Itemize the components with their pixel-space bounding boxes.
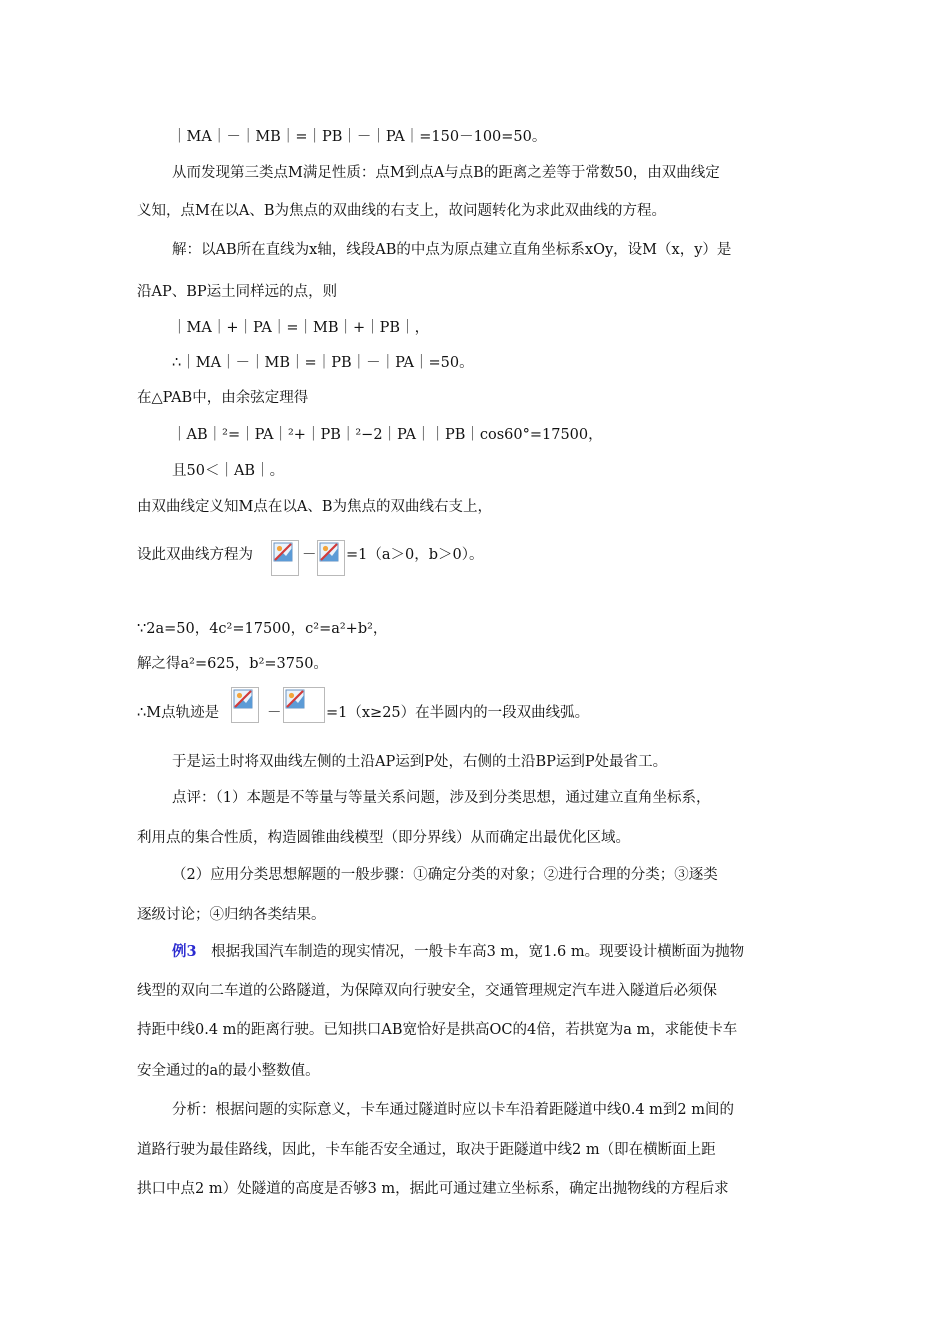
text-line: ｜MA｜+｜PA｜=｜MB｜+｜PB｜， <box>172 320 430 336</box>
text-line: 利用点的集合性质，构造圆锥曲线模型（即分界线）从而确定出最优化区域。 <box>137 830 630 846</box>
text-line: =1（a＞0，b＞0）。 <box>346 547 484 563</box>
text-line: 沿AP、BP运土同样远的点，则 <box>137 284 338 300</box>
text-line: 解之得a²=625，b²=3750。 <box>137 656 328 672</box>
text-line: 持距中线0.4 m的距离行驶。已知拱口AB宽恰好是拱高OC的4倍，若拱宽为a m，求能使卡车 <box>137 1022 738 1038</box>
text-line: 义知，点M在以A、B为焦点的双曲线的右支上，故问题转化为求此双曲线的方程。 <box>137 203 666 219</box>
example-label: 例3 <box>172 943 197 960</box>
text-line: 从而发现第三类点M满足性质：点M到点A与点B的距离之差等于常数50，由双曲线定 <box>172 165 720 181</box>
text-line: =1（x≥25）在半圆内的一段双曲线弧。 <box>326 705 590 721</box>
text-line: ∴｜MA｜－｜MB｜=｜PB｜－｜PA｜=50。 <box>172 355 474 371</box>
text-line: 设此双曲线方程为 <box>137 547 253 563</box>
text-line: ∵2a=50，4c²=17500，c²=a²+b²， <box>137 621 388 637</box>
text-line: 解：以AB所在直线为x轴，线段AB的中点为原点建立直角坐标系xOy，设M（x，y）是 <box>172 242 732 258</box>
text-line: 分析：根据问题的实际意义，卡车通过隧道时应以卡车沿着距隧道中线0.4 m到2 m间的 <box>172 1102 734 1118</box>
example-line <box>172 941 744 963</box>
broken-image-icon <box>317 540 345 576</box>
text-line: 由双曲线定义知M点在以A、B为焦点的双曲线右支上， <box>137 499 492 515</box>
text-line: 线型的双向二车道的公路隧道，为保障双向行驶安全，交通管理规定汽车进入隧道后必须保 <box>137 983 717 999</box>
text-line: ∴M点轨迹是 <box>137 705 220 721</box>
broken-image-icon <box>231 687 259 723</box>
text-line: （2）应用分类思想解题的一般步骤：①确定分类的对象；②进行合理的分类；③逐类 <box>172 867 718 883</box>
text-line: 在△PAB中，由余弦定理得 <box>137 390 309 406</box>
text-line: 拱口中点2 m）处隧道的高度是否够3 m，据此可通过建立坐标系，确定出抛物线的方程后求 <box>137 1181 729 1197</box>
text-line: － <box>302 547 317 563</box>
text-line: ｜MA｜－｜MB｜=｜PB｜－｜PA｜=150－100=50。 <box>172 129 547 145</box>
text-line: － <box>267 705 282 721</box>
text-line: 且50＜｜AB｜。 <box>172 463 285 479</box>
text-span: 根据我国汽车制造的现实情况，一般卡车高3 m，宽1.6 m。现要设计横断面为抛物 <box>196 944 745 960</box>
text-line: ｜AB｜²=｜PA｜²+｜PB｜²−2｜PA｜｜PB｜cos60°=17500， <box>172 427 603 443</box>
text-line: 安全通过的a的最小整数值。 <box>137 1063 320 1079</box>
text-line: 逐级讨论；④归纳各类结果。 <box>137 907 326 923</box>
text-line: 道路行驶为最佳路线，因此，卡车能否安全通过，取决于距隧道中线2 m（即在横断面上距 <box>137 1142 716 1158</box>
broken-image-icon <box>283 687 325 723</box>
text-line: 于是运土时将双曲线左侧的土沿AP运到P处，右侧的土沿BP运到P处最省工。 <box>172 754 668 770</box>
broken-image-icon <box>271 540 299 576</box>
text-line: 点评：（1）本题是不等量与等量关系问题，涉及到分类思想，通过建立直角坐标系， <box>172 790 711 806</box>
